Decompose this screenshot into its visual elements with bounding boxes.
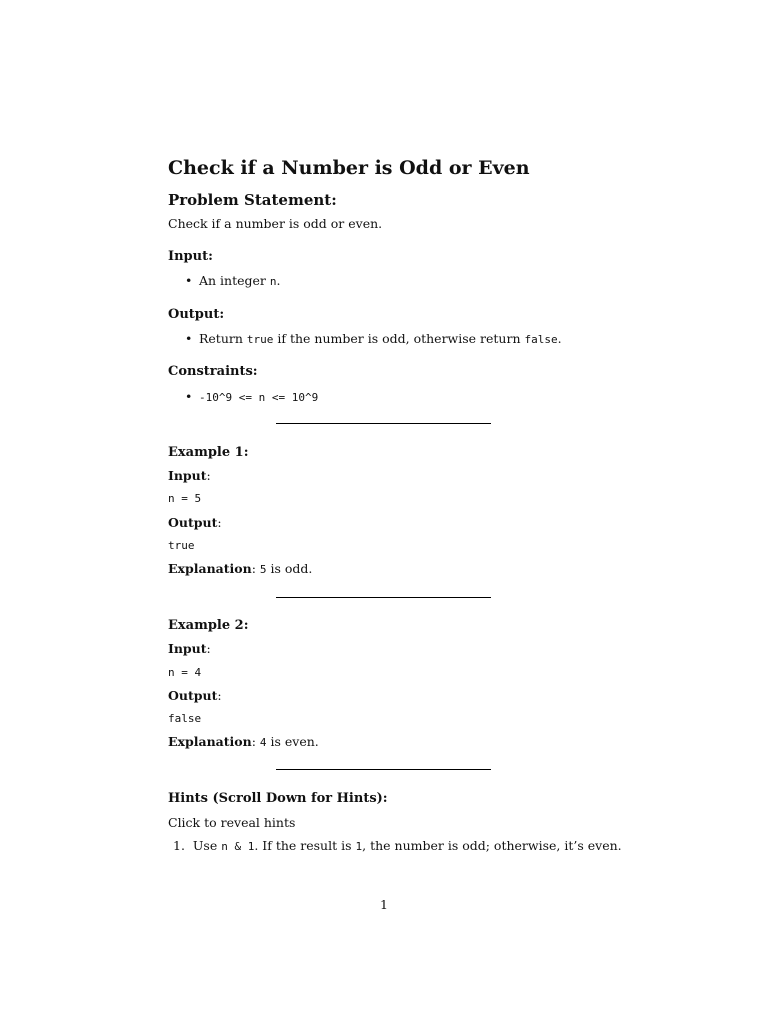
- input-heading: Input:: [168, 249, 213, 264]
- hint-item-code-one: 1: [355, 840, 363, 853]
- constraints-bullet: [199, 389, 318, 404]
- output-bullet: [199, 331, 562, 346]
- constraints-bullet-code: -10^9 <= n <= 10^9: [199, 391, 319, 404]
- divider-1: [276, 423, 491, 424]
- example-1-input-value: n = 5: [168, 492, 202, 505]
- example-2-input-label: Input: [168, 641, 207, 656]
- example-2-explanation-code: 4: [259, 736, 267, 749]
- example-1-input-label: Input: [168, 468, 207, 483]
- hint-item-prefix: Use: [192, 838, 222, 853]
- example-1-explanation-text: is odd.: [266, 561, 313, 576]
- example-2-input-value: n = 4: [168, 666, 202, 679]
- problem-statement-heading: Problem Statement:: [168, 191, 337, 209]
- example-2-output-line: Output:: [168, 688, 222, 703]
- example-1-output-label: Output: [168, 515, 218, 530]
- output-heading: Output:: [168, 307, 225, 322]
- hint-item-mid: . If the result is: [254, 838, 356, 853]
- example-2-output-value: false: [168, 712, 202, 725]
- input-bullet-prefix: An integer: [199, 273, 270, 288]
- example-1-input-line: Input:: [168, 468, 211, 483]
- divider-2: [276, 597, 491, 598]
- input-bullet-suffix: .: [276, 273, 281, 288]
- output-bullet-code-true: true: [246, 333, 274, 346]
- example-1-output-value: true: [168, 539, 195, 552]
- example-1-explanation: Explanation: 5 is odd.: [168, 561, 313, 576]
- input-bullet-code: n: [269, 275, 277, 288]
- hint-item-number: 1.: [173, 838, 185, 853]
- example-2-input-line: Input:: [168, 641, 211, 656]
- example-2-explanation-label: Explanation: [168, 734, 252, 749]
- example-2-explanation: Explanation: 4 is even.: [168, 734, 319, 749]
- input-bullet: [199, 273, 280, 288]
- constraints-heading: Constraints:: [168, 364, 258, 379]
- hints-heading: Hints (Scroll Down for Hints):: [168, 791, 388, 806]
- reveal-hints-toggle[interactable]: Click to reveal hints: [168, 815, 296, 830]
- hint-item-suffix: , the number is odd; otherwise, it’s even.: [362, 838, 622, 853]
- page-title: Check if a Number is Odd or Even: [168, 157, 530, 179]
- example-1-explanation-label: Explanation: [168, 561, 252, 576]
- example-1-explanation-code: 5: [259, 563, 267, 576]
- output-bullet-mid: if the number is odd, otherwise return: [273, 331, 525, 346]
- page-number: 1: [380, 897, 388, 912]
- output-bullet-suffix: .: [557, 331, 562, 346]
- example-2-heading: Example 2:: [168, 618, 249, 633]
- divider-3: [276, 769, 491, 770]
- example-1-heading: Example 1:: [168, 445, 249, 460]
- example-1-output-line: Output:: [168, 515, 222, 530]
- hint-item: [173, 838, 622, 853]
- example-2-explanation-text: is even.: [266, 734, 319, 749]
- hint-item-code-expression: n & 1: [221, 840, 255, 853]
- output-bullet-prefix: Return: [199, 331, 247, 346]
- problem-statement-text: Check if a number is odd or even.: [168, 216, 383, 231]
- output-bullet-code-false: false: [524, 333, 558, 346]
- example-2-output-label: Output: [168, 688, 218, 703]
